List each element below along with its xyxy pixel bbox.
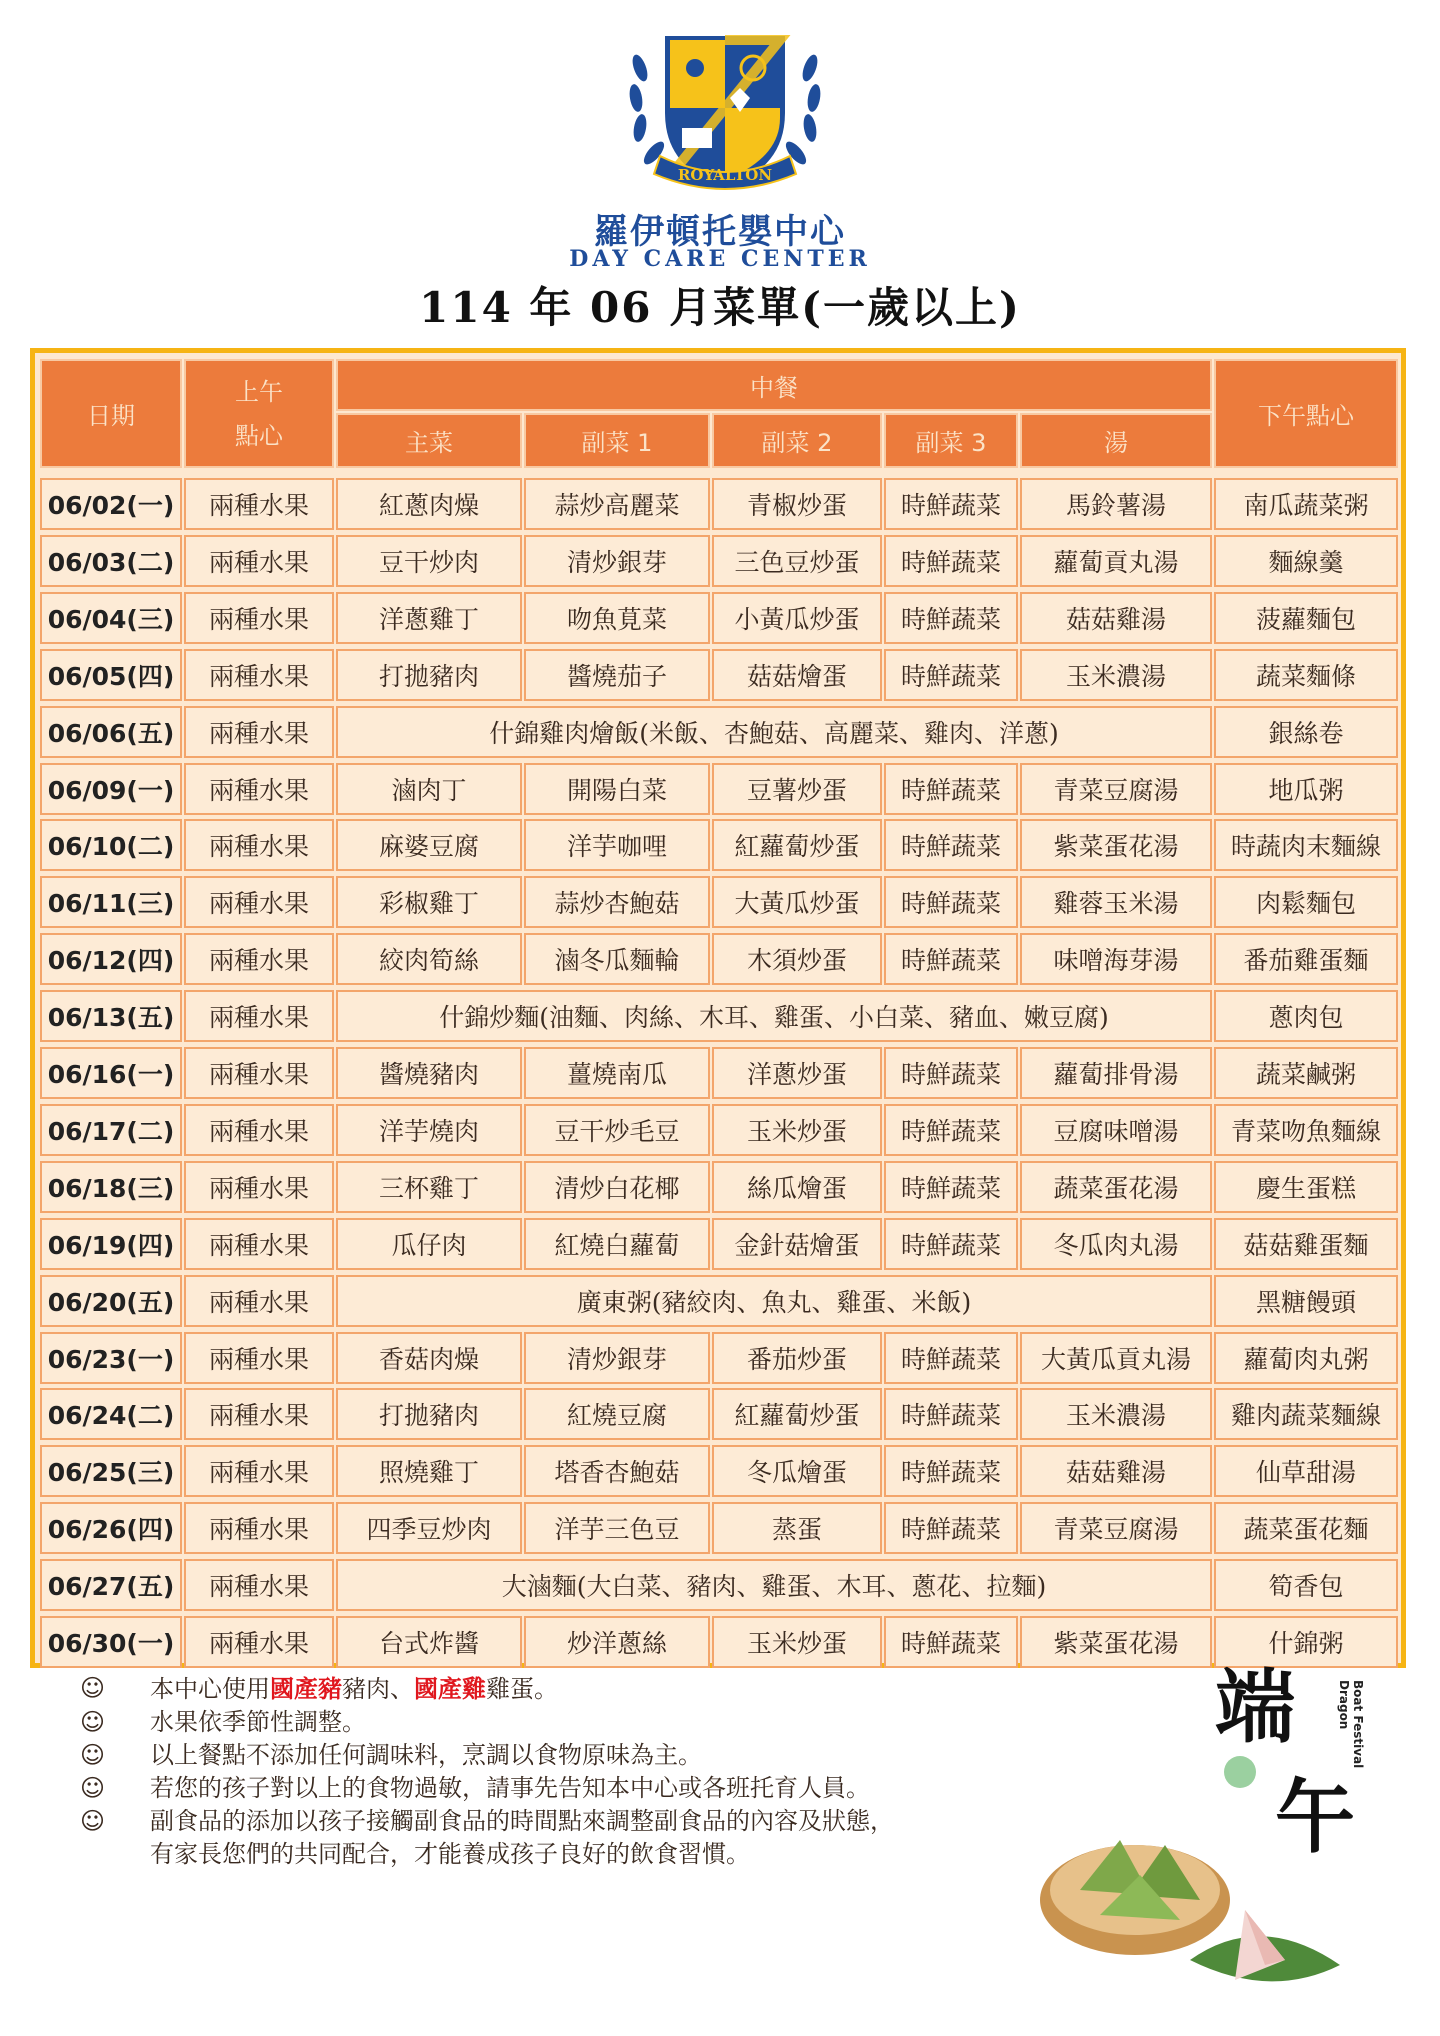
cell-morning-snack: 兩種水果 [184,649,334,701]
dragon-boat-festival-illustration [1040,1660,1420,2020]
cell-afternoon-snack: 時蔬肉末麵線 [1214,819,1398,871]
calligraphy-wu: 午 [1275,1770,1355,1864]
cell-afternoon-snack: 番茄雞蛋麵 [1214,933,1398,985]
table-row [40,763,1398,819]
cell-side-1: 蒜炒高麗菜 [524,478,710,530]
cell-date: 06/19(四) [40,1218,182,1270]
cell-side-1: 炒洋蔥絲 [524,1616,710,1668]
cell-main-dish: 洋蔥雞丁 [336,592,522,644]
cell-date: 06/11(三) [40,876,182,928]
note-item [80,1672,1080,1706]
cell-side-2: 大黃瓜炒蛋 [712,876,882,928]
table-row [40,1332,1398,1388]
cell-merged-lunch: 廣東粥(豬絞肉、魚丸、雞蛋、米飯) [336,1275,1212,1327]
note-highlight: 國產雞 [414,1674,486,1703]
cell-side-2: 洋蔥炒蛋 [712,1047,882,1099]
cell-afternoon-snack: 青菜吻魚麵線 [1214,1104,1398,1156]
leaf-ball-icon [1224,1756,1256,1788]
cell-afternoon-snack: 蔬菜鹹粥 [1214,1047,1398,1099]
cell-main-dish: 洋芋燒肉 [336,1104,522,1156]
notes-section [80,1672,1080,1871]
smile-icon: ☺ [80,1807,106,1835]
cell-side-1: 清炒銀芽 [524,1332,710,1384]
table-row [40,1161,1398,1217]
note-text: 若您的孩子對以上的食物過敏，請事先告知本中心或各班托育人員。 [150,1774,870,1802]
cell-side-3: 時鮮蔬菜 [884,1218,1018,1270]
cell-morning-snack: 兩種水果 [184,1218,334,1270]
cell-side-1: 紅燒豆腐 [524,1388,710,1440]
cell-side-1: 豆干炒毛豆 [524,1104,710,1156]
cell-main-dish: 麻婆豆腐 [336,819,522,871]
cell-side-3: 時鮮蔬菜 [884,1104,1018,1156]
note-item [80,1805,1080,1838]
cell-date: 06/17(二) [40,1104,182,1156]
table-row [40,876,1398,932]
cell-afternoon-snack: 蔬菜蛋花麵 [1214,1502,1398,1554]
cell-morning-snack: 兩種水果 [184,1445,334,1497]
table-row [40,990,1398,1046]
cell-soup: 雞蓉玉米湯 [1020,876,1212,928]
cell-afternoon-snack: 菇菇雞蛋麵 [1214,1218,1398,1270]
table-row [40,706,1398,762]
cell-side-1: 洋芋三色豆 [524,1502,710,1554]
cell-afternoon-snack: 慶生蛋糕 [1214,1161,1398,1213]
cell-afternoon-snack: 地瓜粥 [1214,763,1398,815]
cell-date: 06/23(一) [40,1332,182,1384]
cell-side-3: 時鮮蔬菜 [884,535,1018,587]
cell-afternoon-snack: 南瓜蔬菜粥 [1214,478,1398,530]
header-side-2: 副菜 2 [712,413,882,468]
cell-morning-snack: 兩種水果 [184,478,334,530]
side-text-dragon: Dragon [1337,1680,1351,1730]
cell-soup: 蘿蔔排骨湯 [1020,1047,1212,1099]
table-row [40,1559,1398,1615]
note-text: 雞蛋。 [486,1675,558,1703]
cell-soup: 馬鈴薯湯 [1020,478,1212,530]
cell-morning-snack: 兩種水果 [184,1104,334,1156]
cell-morning-snack: 兩種水果 [184,1047,334,1099]
cell-side-3: 時鮮蔬菜 [884,1616,1018,1668]
cell-soup: 冬瓜肉丸湯 [1020,1218,1212,1270]
cell-main-dish: 照燒雞丁 [336,1445,522,1497]
cell-morning-snack: 兩種水果 [184,1388,334,1440]
header-side-1: 副菜 1 [524,413,710,468]
cell-date: 06/03(二) [40,535,182,587]
cell-soup: 玉米濃湯 [1020,1388,1212,1440]
cell-soup: 蔬菜蛋花湯 [1020,1161,1212,1213]
cell-side-3: 時鮮蔬菜 [884,876,1018,928]
cell-afternoon-snack: 蔬菜麵條 [1214,649,1398,701]
cell-soup: 大黃瓜貢丸湯 [1020,1332,1212,1384]
smile-icon: ☺ [80,1674,106,1702]
note-item [80,1838,1080,1871]
logo-ribbon-text: ROYALTON [677,166,773,184]
cell-morning-snack: 兩種水果 [184,1502,334,1554]
table-row [40,535,1398,591]
cell-side-1: 紅燒白蘿蔔 [524,1218,710,1270]
header-lunch: 中餐 [336,359,1212,411]
smile-icon: ☺ [80,1774,106,1802]
cell-soup: 紫菜蛋花湯 [1020,819,1212,871]
cell-morning-snack: 兩種水果 [184,1161,334,1213]
cell-main-dish: 紅蔥肉燥 [336,478,522,530]
cell-main-dish: 三杯雞丁 [336,1161,522,1213]
table-row [40,1218,1398,1274]
table-row [40,819,1398,875]
cell-date: 06/24(二) [40,1388,182,1440]
cell-date: 06/30(一) [40,1616,182,1668]
cell-date: 06/18(三) [40,1161,182,1213]
header-date: 日期 [40,359,182,468]
header-morning-snack: 上午點心 [184,359,334,468]
header-main-dish: 主菜 [336,413,522,468]
note-text: 副食品的添加以孩子接觸副食品的時間點來調整副食品的內容及狀態， [150,1807,894,1835]
cell-morning-snack: 兩種水果 [184,876,334,928]
table-row [40,649,1398,705]
cell-main-dish: 打拋豬肉 [336,649,522,701]
cell-morning-snack: 兩種水果 [184,592,334,644]
cell-date: 06/16(一) [40,1047,182,1099]
cell-afternoon-snack: 仙草甜湯 [1214,1445,1398,1497]
cell-morning-snack: 兩種水果 [184,706,334,758]
table-row [40,1502,1398,1558]
cell-date: 06/06(五) [40,706,182,758]
note-item [80,1772,1080,1805]
cell-side-1: 蒜炒杏鮑菇 [524,876,710,928]
center-name: 羅伊頓托嬰中心 [594,212,846,252]
cell-date: 06/13(五) [40,990,182,1042]
cell-side-3: 時鮮蔬菜 [884,478,1018,530]
cell-soup: 青菜豆腐湯 [1020,763,1212,815]
cell-morning-snack: 兩種水果 [184,1616,334,1668]
cell-side-2: 紅蘿蔔炒蛋 [712,819,882,871]
cell-side-3: 時鮮蔬菜 [884,763,1018,815]
cell-side-2: 冬瓜燴蛋 [712,1445,882,1497]
cell-side-3: 時鮮蔬菜 [884,1502,1018,1554]
cell-date: 06/27(五) [40,1559,182,1611]
cell-merged-lunch: 什錦雞肉燴飯(米飯、杏鮑菇、高麗菜、雞肉、洋蔥) [336,706,1212,758]
cell-side-3: 時鮮蔬菜 [884,649,1018,701]
cell-side-1: 醬燒茄子 [524,649,710,701]
header-afternoon-snack: 下午點心 [1214,359,1398,468]
center-name-en: DAY CARE CENTER [569,246,871,272]
table-row [40,1275,1398,1331]
note-text: 豬肉、 [342,1675,414,1703]
cell-side-3: 時鮮蔬菜 [884,1388,1018,1440]
note-text: 以上餐點不添加任何調味料，烹調以食物原味為主。 [150,1741,702,1769]
cell-side-1: 清炒白花椰 [524,1161,710,1213]
cell-side-3: 時鮮蔬菜 [884,592,1018,644]
cell-afternoon-snack: 菠蘿麵包 [1214,592,1398,644]
table-header [40,359,1398,468]
note-text: 水果依季節性調整。 [150,1708,366,1736]
cell-side-3: 時鮮蔬菜 [884,933,1018,985]
header-soup: 湯 [1020,413,1212,468]
cell-date: 06/26(四) [40,1502,182,1554]
cell-main-dish: 香菇肉燥 [336,1332,522,1384]
cell-date: 06/12(四) [40,933,182,985]
smile-icon: ☺ [80,1741,106,1769]
cell-side-2: 金針菇燴蛋 [712,1218,882,1270]
cell-morning-snack: 兩種水果 [184,933,334,985]
cell-afternoon-snack: 銀絲卷 [1214,706,1398,758]
cell-afternoon-snack: 蘿蔔肉丸粥 [1214,1332,1398,1384]
cell-main-dish: 瓜仔肉 [336,1218,522,1270]
cell-main-dish: 絞肉筍絲 [336,933,522,985]
note-highlight: 國產豬 [270,1674,342,1703]
cell-main-dish: 滷肉丁 [336,763,522,815]
cell-side-3: 時鮮蔬菜 [884,1161,1018,1213]
cell-date: 06/25(三) [40,1445,182,1497]
cell-main-dish: 豆干炒肉 [336,535,522,587]
cell-soup: 豆腐味噌湯 [1020,1104,1212,1156]
cell-side-2: 紅蘿蔔炒蛋 [712,1388,882,1440]
table-row [40,1388,1398,1444]
cell-side-3: 時鮮蔬菜 [884,819,1018,871]
cell-date: 06/09(一) [40,763,182,815]
cell-soup: 菇菇雞湯 [1020,1445,1212,1497]
cell-soup: 玉米濃湯 [1020,649,1212,701]
calligraphy-duan: 端 [1215,1660,1295,1754]
table-row [40,478,1398,534]
cell-date: 06/20(五) [40,1275,182,1327]
table-row [40,1445,1398,1501]
cell-side-2: 木須炒蛋 [712,933,882,985]
cell-side-2: 番茄炒蛋 [712,1332,882,1384]
note-text: 有家長您們的共同配合，才能養成孩子良好的飲食習慣。 [150,1840,750,1868]
cell-side-1: 洋芋咖哩 [524,819,710,871]
cell-afternoon-snack: 黑糖饅頭 [1214,1275,1398,1327]
cell-afternoon-snack: 筍香包 [1214,1559,1398,1611]
cell-side-2: 絲瓜燴蛋 [712,1161,882,1213]
cell-side-2: 玉米炒蛋 [712,1616,882,1668]
cell-merged-lunch: 什錦炒麵(油麵、肉絲、木耳、雞蛋、小白菜、豬血、嫩豆腐) [336,990,1212,1042]
cell-date: 06/05(四) [40,649,182,701]
cell-morning-snack: 兩種水果 [184,990,334,1042]
cell-side-1: 開陽白菜 [524,763,710,815]
cell-main-dish: 彩椒雞丁 [336,876,522,928]
cell-main-dish: 四季豆炒肉 [336,1502,522,1554]
smile-icon: ☺ [80,1708,106,1736]
cell-date: 06/02(一) [40,478,182,530]
header-side-3: 副菜 3 [884,413,1018,468]
note-item [80,1739,1080,1772]
note-text: 本中心使用 [150,1675,270,1703]
cell-side-2: 菇菇燴蛋 [712,649,882,701]
side-text-festival: Boat Festival [1351,1680,1365,1769]
cell-side-2: 豆薯炒蛋 [712,763,882,815]
table-row [40,1104,1398,1160]
cell-side-3: 時鮮蔬菜 [884,1445,1018,1497]
cell-date: 06/10(二) [40,819,182,871]
cell-side-1: 吻魚莧菜 [524,592,710,644]
cell-side-2: 青椒炒蛋 [712,478,882,530]
cell-side-3: 時鮮蔬菜 [884,1047,1018,1099]
cell-side-1: 塔香杏鮑菇 [524,1445,710,1497]
cell-morning-snack: 兩種水果 [184,1332,334,1384]
cell-side-1: 薑燒南瓜 [524,1047,710,1099]
cell-morning-snack: 兩種水果 [184,819,334,871]
page-title: 114 年 06 月菜單(一歲以上) [419,283,1021,332]
cell-afternoon-snack: 雞肉蔬菜麵線 [1214,1388,1398,1440]
cell-side-2: 玉米炒蛋 [712,1104,882,1156]
cell-morning-snack: 兩種水果 [184,1559,334,1611]
cell-side-2: 蒸蛋 [712,1502,882,1554]
cell-side-1: 清炒銀芽 [524,535,710,587]
cell-soup: 蘿蔔貢丸湯 [1020,535,1212,587]
cell-side-2: 小黃瓜炒蛋 [712,592,882,644]
cell-side-2: 三色豆炒蛋 [712,535,882,587]
cell-soup: 菇菇雞湯 [1020,592,1212,644]
cell-soup: 青菜豆腐湯 [1020,1502,1212,1554]
cell-soup: 紫菜蛋花湯 [1020,1616,1212,1668]
note-item [80,1706,1080,1739]
cell-main-dish: 打拋豬肉 [336,1388,522,1440]
cell-soup: 味噌海芽湯 [1020,933,1212,985]
table-row [40,1047,1398,1103]
cell-main-dish: 台式炸醬 [336,1616,522,1668]
cell-afternoon-snack: 肉鬆麵包 [1214,876,1398,928]
cell-afternoon-snack: 蔥肉包 [1214,990,1398,1042]
table-row [40,933,1398,989]
table-row [40,592,1398,648]
cell-merged-lunch: 大滷麵(大白菜、豬肉、雞蛋、木耳、蔥花、拉麵) [336,1559,1212,1611]
cell-afternoon-snack: 麵線羹 [1214,535,1398,587]
cell-afternoon-snack: 什錦粥 [1214,1616,1398,1668]
cell-side-1: 滷冬瓜麵輪 [524,933,710,985]
cell-date: 06/04(三) [40,592,182,644]
cell-morning-snack: 兩種水果 [184,1275,334,1327]
royalton-logo [610,28,840,203]
cell-morning-snack: 兩種水果 [184,535,334,587]
cell-main-dish: 醬燒豬肉 [336,1047,522,1099]
cell-side-3: 時鮮蔬菜 [884,1332,1018,1384]
cell-morning-snack: 兩種水果 [184,763,334,815]
